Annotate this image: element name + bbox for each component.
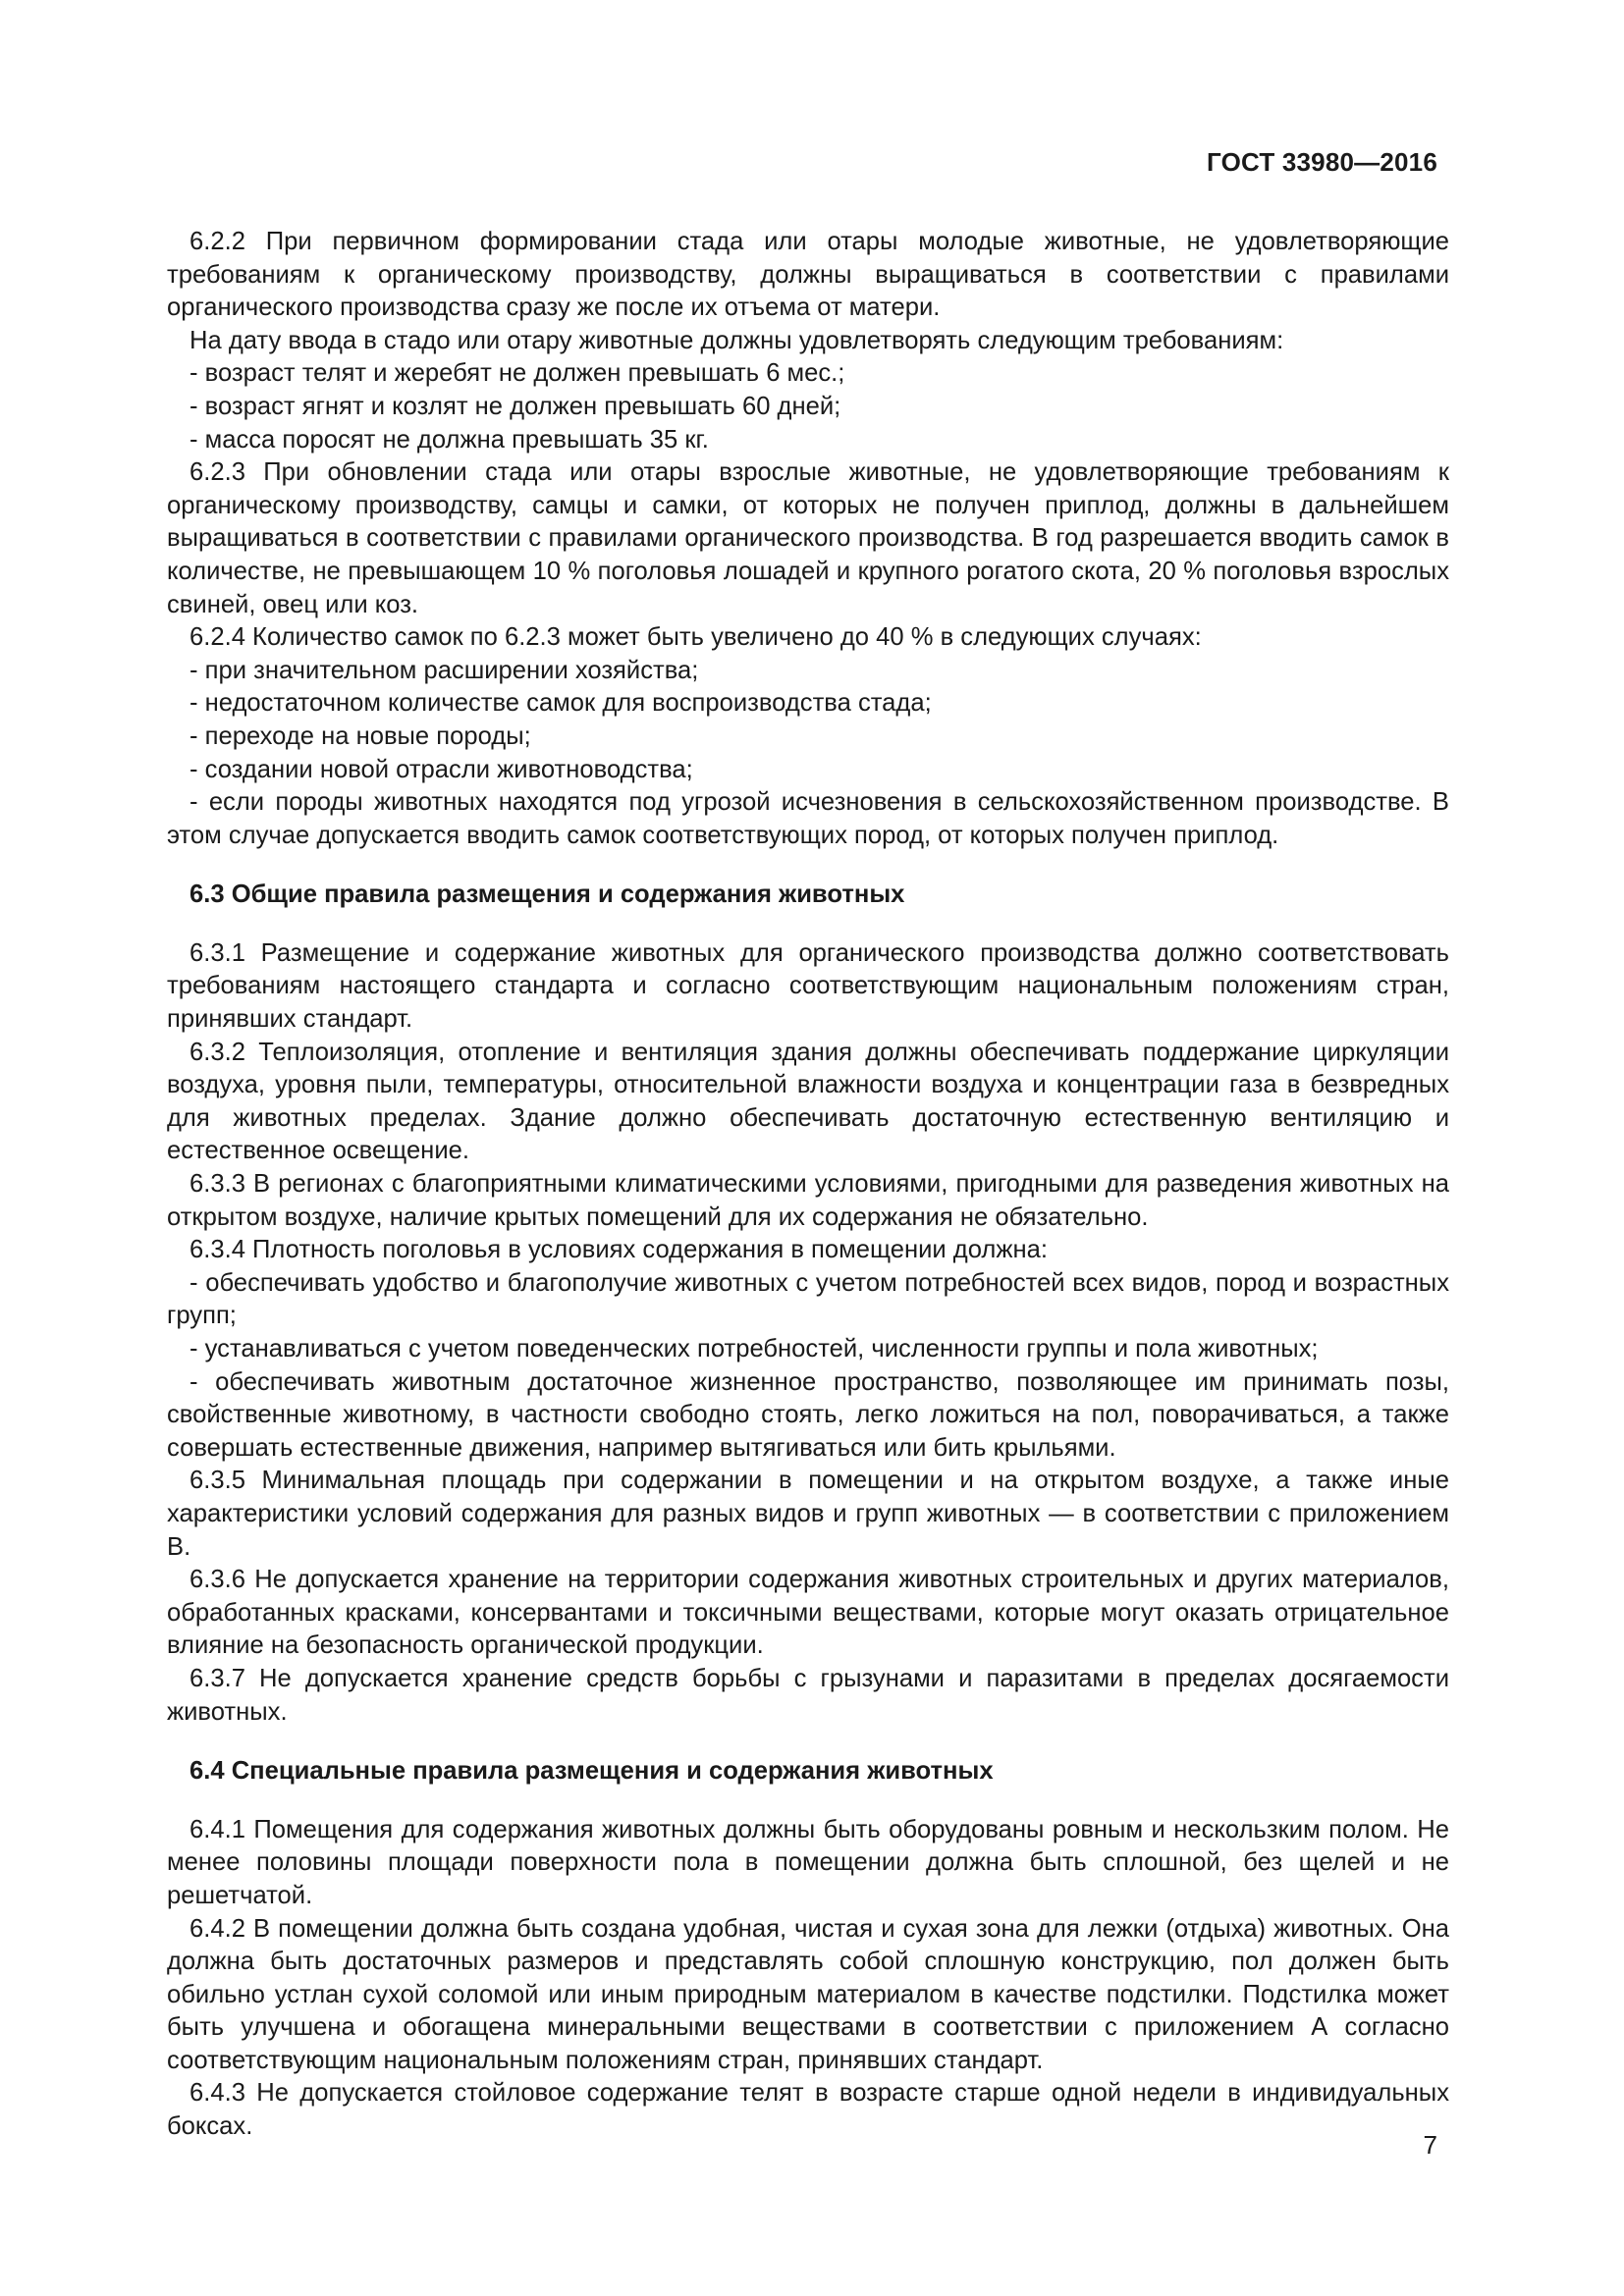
paragraph: 6.3.3 В регионах с благоприятными климатическими условиями, пригодными для разведения животных на открытом воздухе, наличие крытых помещений для их содержания не обязательно. [167,1170,1449,1231]
paragraph: 6.3.1 Размещение и содержание животных для органического производства должно соответствовать требованиям настоящего стандарта и согласно соответствующим национальным положениям стран, принявших стандарт. [167,938,1449,1034]
list-item: - создании новой отрасли животноводства; [189,755,693,783]
list-item: - возраст телят и жеребят не должен превышать 6 мес.; [189,359,845,388]
paragraph: 6.2.4 Количество самок по 6.2.3 может быть увеличено до 40 % в следующих случаях: [189,623,1202,652]
paragraph: 6.4.3 Не допускается стойловое содержание телят в возрасте старше одной недели в индивидуальных боксах. [167,2079,1449,2141]
paragraph: 6.3.4 Плотность поголовья в условиях содержания в помещении должна: [189,1236,1048,1264]
paragraph: 6.2.2 При первичном формировании стада или отары молодые животные, не удовлетворяющие требованиям к органическому производству, должны выращиваться в соответствии с правилами органического производства сразу же после их отъема от матери. [167,228,1449,322]
paragraph: На дату ввода в стадо или отару животные должны удовлетворять следующим требованиям: [189,326,1284,354]
list-item: - обеспечивать животным достаточное жизненное пространство, позволяющее им принимать позы, свойственные животному, в частности свободно стоять, легко ложиться на пол, поворачиваться, а также совершать естественные движения, например вытягиваться или бить крыльями. [167,1367,1449,1462]
list-item: - переходе на новые породы; [189,721,531,750]
section-heading-6-3: 6.3 Общие правила размещения и содержания животных [189,881,905,909]
paragraph: 6.3.7 Не допускается хранение средств борьбы с грызунами и паразитами в пределах досягаемости животных. [167,1664,1449,1726]
list-item: - при значительном расширении хозяйства; [189,656,699,684]
section-heading-6-4: 6.4 Специальные правила размещения и содержания животных [189,1757,994,1786]
list-item: - масса поросят не должна превышать 35 кг. [189,425,709,454]
list-item: - недостаточном количестве самок для воспроизводства стада; [189,689,932,718]
paragraph: 6.2.3 При обновлении стада или отары взрослые животные, не удовлетворяющие требованиям к органическому производству, самцы и самки, от которых не получен приплод, должны в дальнейшем выращиваться в соответствии с правилами органического производства. В год разрешается вводить самок в количестве, не превышающем 10 % поголовья лошадей и крупного рогатого скота, 20 % поголовья взрослых свиней, овец или коз. [167,458,1449,618]
list-item: - устанавливаться с учетом поведенческих потребностей, численности группы и пола животных; [189,1335,1319,1362]
paragraph: 6.3.5 Минимальная площадь при содержании в помещении и на открытом воздухе, а также иные характеристики условий содержания для разных видов и групп животных — в соответствии с приложением В. [167,1467,1449,1561]
standard-number-header: ГОСТ 33980—2016 [1207,147,1437,177]
document-body [167,226,1449,2144]
paragraph: 6.3.2 Теплоизоляция, отопление и вентиляция здания должны обеспечивать поддержание циркуляции воздуха, уровня пыли, температуры, относительной влажности воздуха и концентрации газа в безвредных для животных пределах. Здание должно обеспечивать достаточную естественную вентиляцию и естественное освещение. [167,1038,1449,1165]
list-item: - обеспечивать удобство и благополучие животных с учетом потребностей всех видов, пород и возрастных групп; [167,1268,1449,1330]
list-item: - если породы животных находятся под угрозой исчезновения в сельскохозяйственном производстве. В этом случае допускается вводить самок соответствующих пород, от которых получен приплод. [167,788,1449,849]
page-number: 7 [1423,2130,1437,2160]
list-item: - возраст ягнят и козлят не должен превышать 60 дней; [189,392,841,420]
paragraph: 6.4.1 Помещения для содержания животных должны быть оборудованы ровным и нескользким полом. Не менее половины площади поверхности пола в помещении должна быть сплошной, без щелей и не решетчатой. [167,1815,1449,1909]
paragraph: 6.4.2 В помещении должна быть создана удобная, чистая и сухая зона для лежки (отдыха) животных. Она должна быть достаточных размеров и представлять собой сплошную конструкцию, пол должен быть обильно устлан сухой соломой или иным природным материалом в качестве подстилки. Подстилка может быть улучшена и обогащена минеральными веществами в соответствии с приложением А согласно соответствующим национальным положениям стран, принявших стандарт. [167,1914,1449,2074]
paragraph: 6.3.6 Не допускается хранение на территории содержания животных строительных и других материалов, обработанных красками, консервантами и токсичными веществами, которые могут оказать отрицательное влияние на безопасность органической продукции. [167,1566,1449,1660]
